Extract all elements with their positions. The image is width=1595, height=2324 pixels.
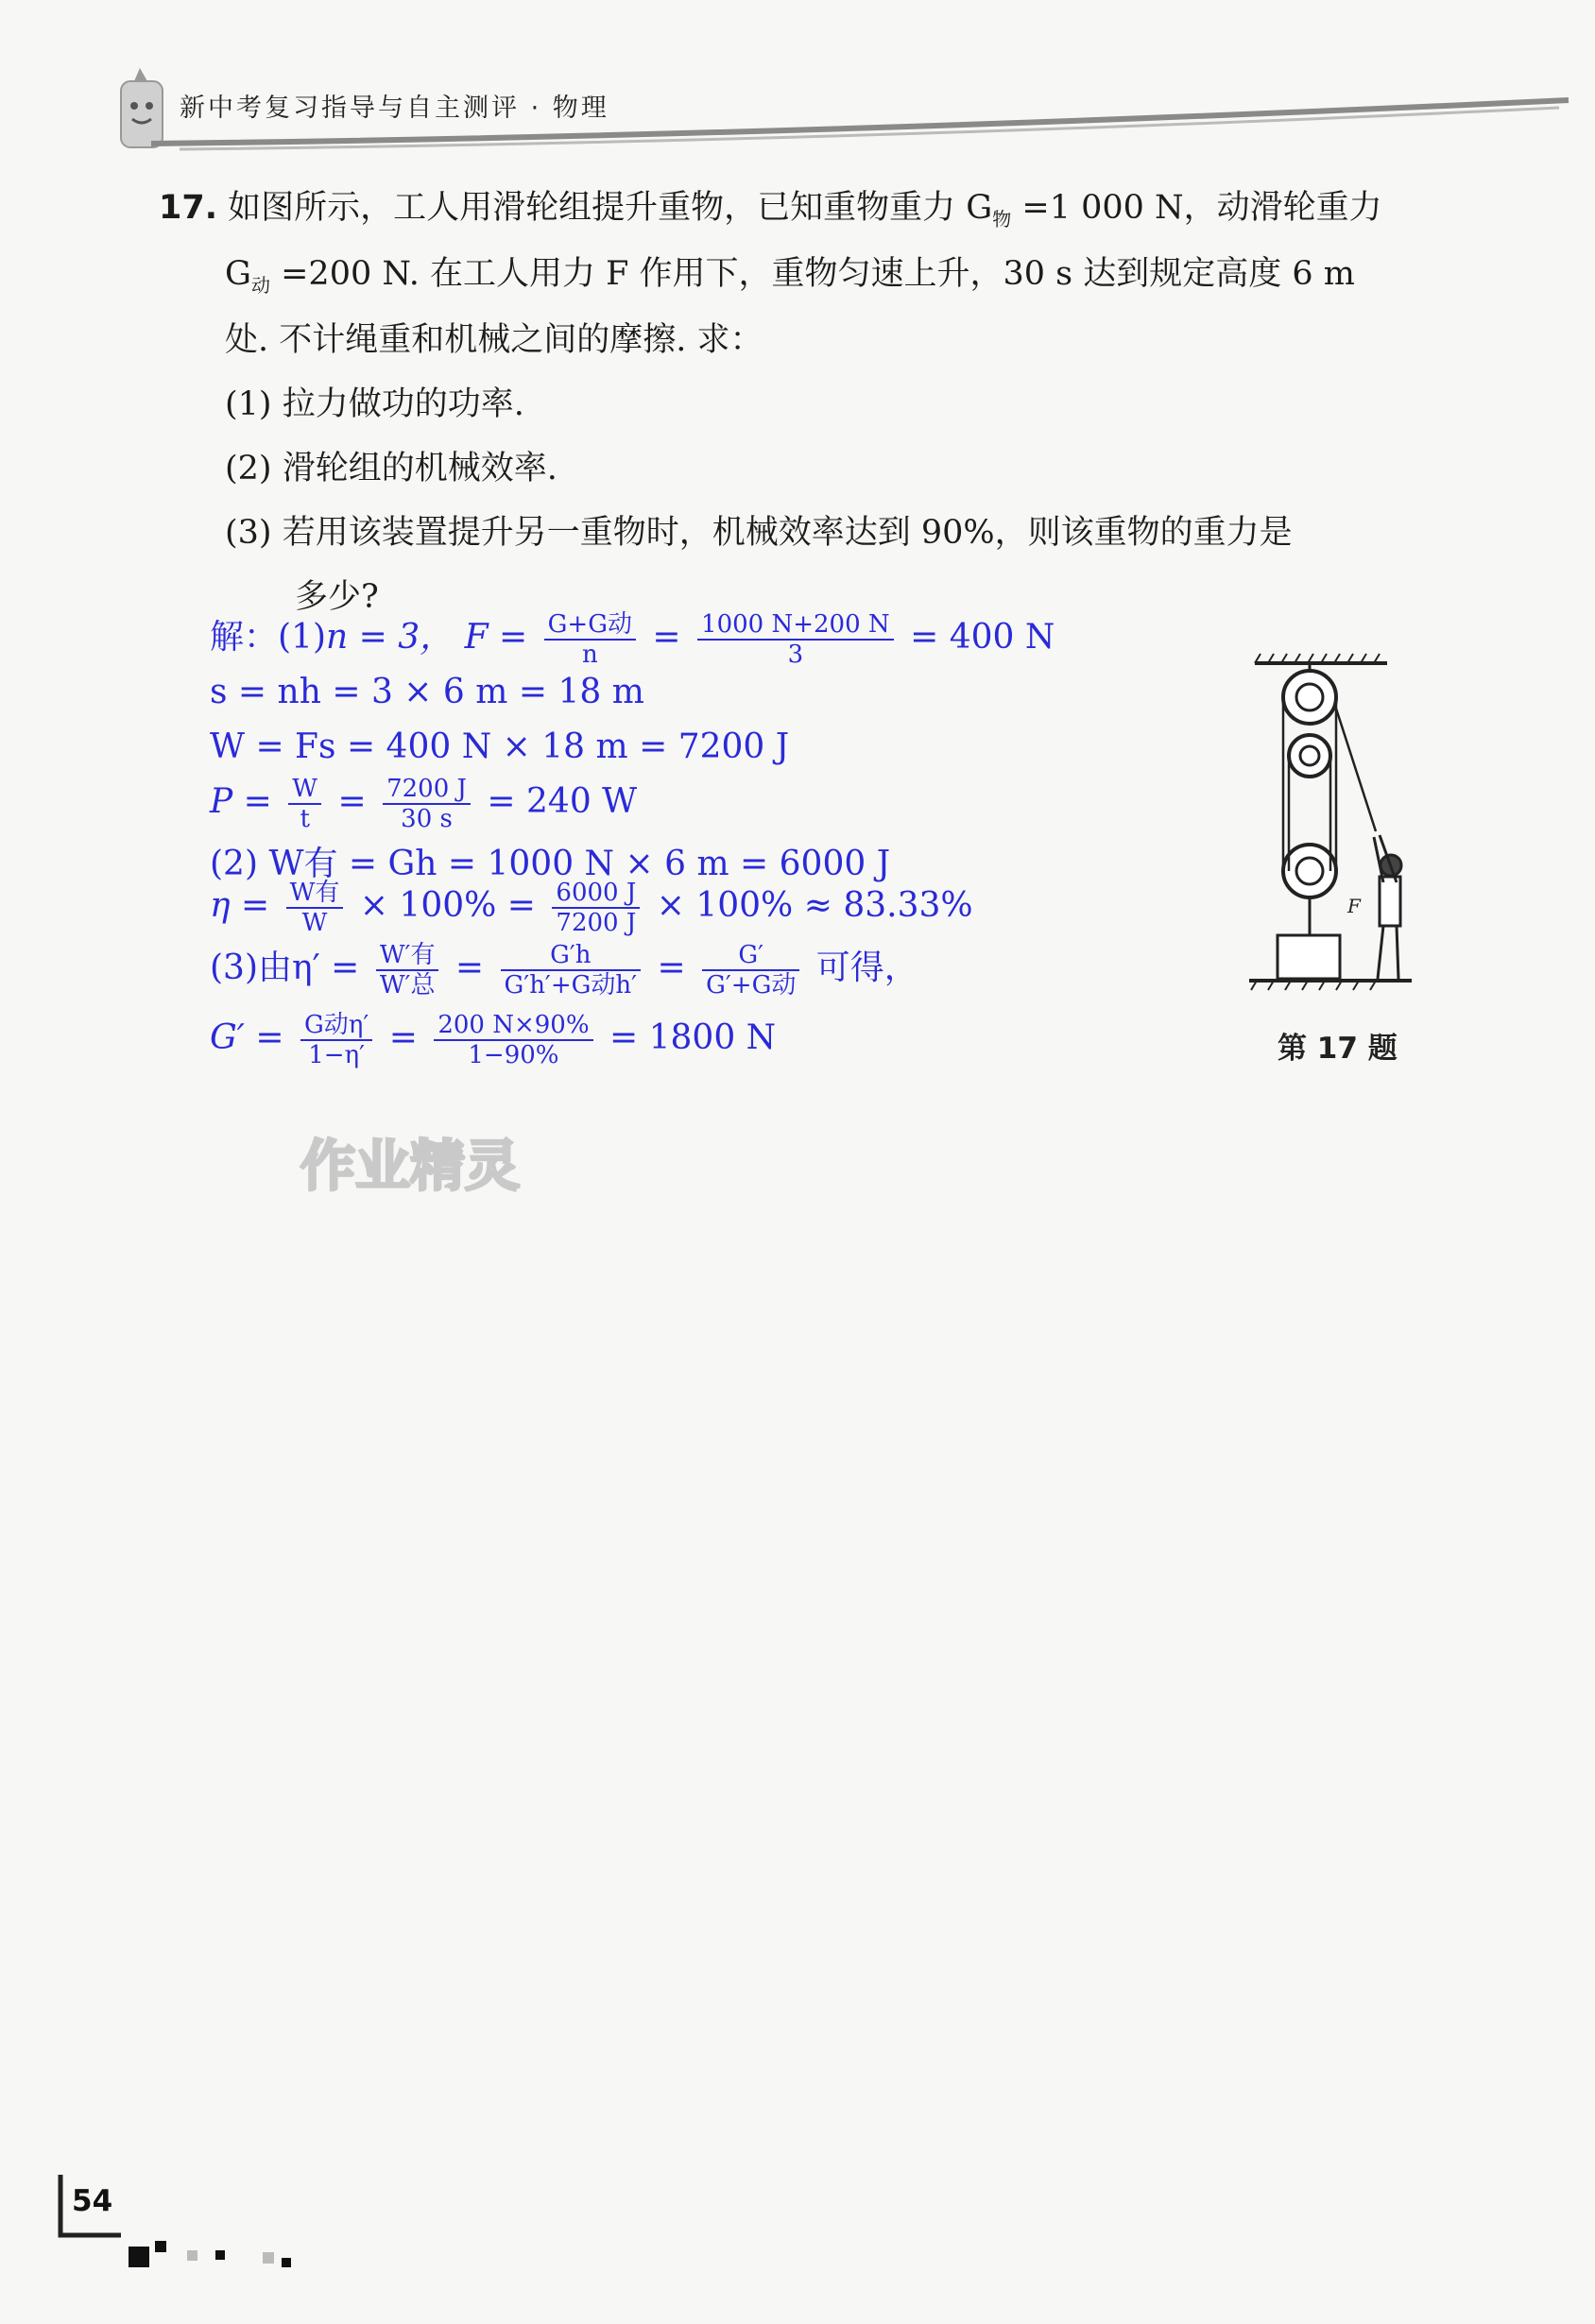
denominator: 30 s	[401, 805, 453, 833]
fraction	[383, 775, 471, 833]
solution-line-8: G′ = $\frac{\text{G动η′}}{1-\eta'}$ = $\frac{200 N\times 90\%}{1-90\%}$ = 1800 N	[210, 1011, 777, 1069]
solution-text: F =	[464, 618, 528, 657]
denominator: n	[581, 641, 598, 669]
footer-decoration	[129, 2237, 308, 2271]
numerator: 200 N×90%	[434, 1011, 592, 1041]
denominator: 1−90%	[468, 1041, 559, 1069]
fraction	[376, 941, 439, 1000]
question-3-cont: 多少?	[295, 578, 379, 616]
numerator: G动η′	[300, 1011, 372, 1041]
solution-line-7: (3)由η′ = $\frac{\text{W′有}}{\text{W′总}}$ = $\frac{G'h}{\text{G′h′+G动h′}}$ = $\frac{G'}{\text{G′+G动}}$ 可得，	[210, 941, 918, 1000]
numerator: G′	[702, 941, 799, 971]
header-brush-rule	[142, 94, 1578, 161]
fraction	[697, 610, 894, 669]
solution-text: (3)由η′ =	[210, 948, 360, 987]
solution-line-2: s = nh = 3 × 6 m = 18 m	[210, 673, 644, 711]
denominator: W	[301, 909, 328, 937]
fraction	[434, 1011, 592, 1069]
numerator: G+G动	[544, 610, 636, 641]
solution-text: × 100% =	[359, 886, 536, 925]
solution-text: × 100% ≈ 83.33%	[656, 886, 973, 925]
solution-line-5: (2) W有 = Gh = 1000 N × 6 m = 6000 J	[210, 845, 891, 883]
solution-text: n = 3，	[326, 618, 454, 657]
subscript: 物	[992, 208, 1012, 231]
header-title: 新中考复习指导与自主测评 · 物理	[180, 94, 609, 123]
solution-text: = 240 W	[487, 782, 638, 821]
problem-line-3: 处. 不计绳重和机械之间的摩擦. 求：	[225, 321, 763, 359]
numerator: 1000 N+200 N	[697, 610, 894, 641]
numerator: G′h	[501, 941, 642, 971]
numerator: 6000 J	[552, 879, 640, 909]
solution-text: 可得，	[815, 948, 918, 987]
solution-line-6	[210, 879, 973, 937]
solution-text: G′ =	[210, 1018, 284, 1057]
problem-text: 如图所示，工人用滑轮组提升重物，已知重物重力 G	[228, 189, 993, 227]
fraction	[544, 610, 636, 669]
denominator: G′h′+G动h′	[504, 971, 638, 1000]
solution-text: = 1800 N	[609, 1018, 777, 1057]
fraction	[286, 879, 344, 937]
problem-line-1	[159, 185, 1382, 234]
fraction	[501, 941, 642, 1000]
question-3: (3) 若用该装置提升另一重物时，机械效率达到 90%，则该重物的重力是	[225, 514, 1293, 552]
question-2: (2) 滑轮组的机械效率.	[225, 450, 557, 487]
problem-text: =1 000 N，动滑轮重力	[1011, 189, 1382, 227]
denominator: 3	[787, 641, 804, 669]
denominator: 7200 J	[556, 909, 637, 937]
watermark-logo	[295, 1124, 569, 1209]
force-label: F	[1347, 895, 1361, 917]
solution-text: = 400 N	[910, 618, 1055, 657]
solution-line-1: 解：(1)n = 3， F = $\frac{\text{G+G动}}{n}$ = $\frac{1000 N+200 N}{3}$ = 400 N	[210, 610, 1055, 669]
problem-number: 17.	[159, 189, 218, 227]
solution-text: η =	[210, 886, 270, 925]
denominator: t	[300, 805, 310, 833]
numerator: W有	[286, 879, 344, 909]
fraction	[288, 775, 321, 833]
denominator: G′+G动	[706, 971, 797, 1000]
solution-text: P =	[210, 782, 272, 821]
problem-text: G	[225, 255, 251, 293]
question-1: (1) 拉力做功的功率.	[225, 385, 524, 423]
solution-line-3: W = Fs = 400 N × 18 m = 7200 J	[210, 727, 790, 766]
numerator: 7200 J	[383, 775, 471, 805]
fraction	[300, 1011, 372, 1069]
problem-text: =200 N. 在工人用力 F 作用下，重物匀速上升，30 s 达到规定高度 6 m	[269, 255, 1355, 293]
figure-caption: 第 17 题	[1278, 1032, 1398, 1066]
solution-line-4: P = $\frac{W}{t}$ = $\frac{7200 J}{30 s}$ = 240 W	[210, 775, 638, 833]
fraction	[552, 879, 640, 937]
pulley-system-figure	[1245, 652, 1415, 1001]
fraction	[702, 941, 799, 1000]
subscript: 动	[250, 274, 270, 297]
denominator: W′总	[379, 971, 436, 1000]
denominator: 1−η′	[308, 1041, 366, 1069]
numerator: W′有	[376, 941, 439, 971]
problem-line-2	[225, 251, 1355, 300]
svg-text:作业精灵: 作业精灵	[300, 1134, 521, 1198]
solution-label: 解：(1)	[210, 618, 326, 657]
page-number: 54	[72, 2184, 113, 2218]
numerator: W	[288, 775, 321, 805]
